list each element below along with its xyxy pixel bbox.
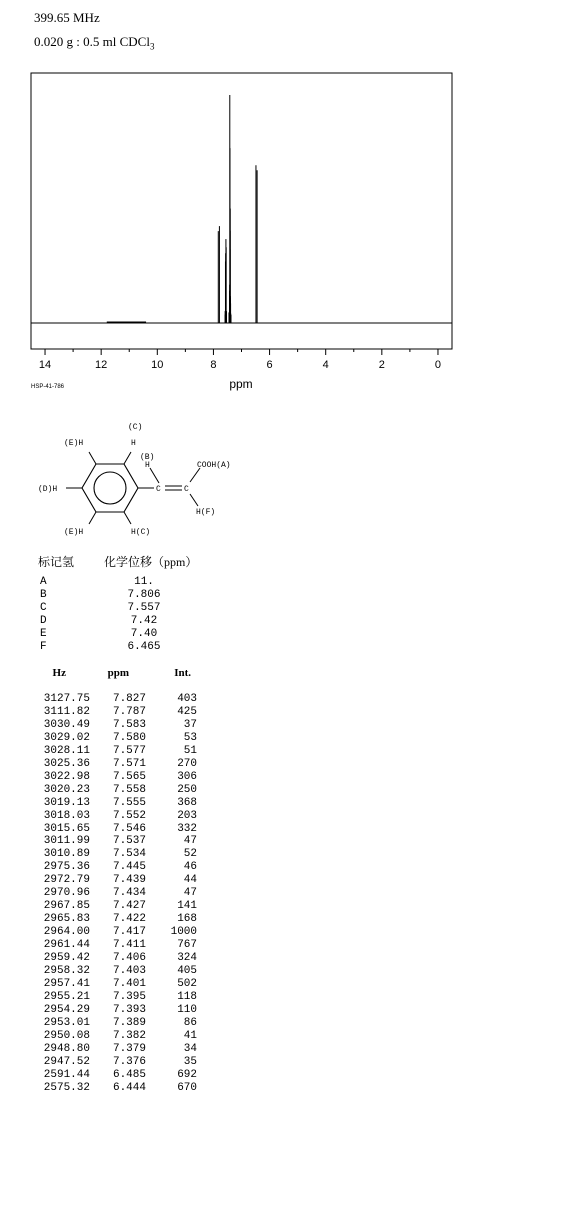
label-f: H(F) [196,508,216,517]
bond-ring-bottom-left [89,512,96,524]
peak-hz: 2953.01 [43,1016,90,1029]
shift-label: D [40,615,47,627]
peak-ppm: 7.552 [112,809,146,822]
peak-intensity: 110 [177,1003,197,1016]
peak-intensity: 47 [183,835,197,848]
shift-row [40,576,184,589]
peak-hz: 2970.96 [43,887,90,900]
peak-hz: 2967.85 [43,900,90,913]
label-c-top: (C) [128,423,143,432]
peak-intensity: 86 [183,1016,197,1029]
shift-value: 7.42 [130,615,158,627]
peak-hz: 3020.23 [43,783,90,796]
peak-ppm: 7.393 [112,1003,146,1016]
table-row [38,835,197,848]
shift-row [40,602,184,615]
table-row [38,848,197,861]
table-row [38,719,197,732]
peak-ppm: 7.439 [112,874,146,887]
peak-ppm: 7.555 [112,796,146,809]
table-row [38,771,197,784]
shift-label: A [40,576,47,588]
peak-intensity: 425 [177,705,197,718]
peak-intensity: 51 [183,744,197,757]
peak-intensity: 35 [183,1055,197,1068]
peak-ppm: 7.427 [112,900,146,913]
label-cooh: COOH(A) [197,461,231,470]
peak-hz: 2950.08 [43,1029,90,1042]
peak-hz: 2948.80 [43,1042,90,1055]
x-tick-label: 10 [151,359,164,371]
peak-ppm: 7.406 [112,952,146,965]
bond-ring-bottom-right [124,512,131,524]
peak-hz: 3127.75 [43,693,90,705]
peak-ppm: 7.382 [112,1029,146,1042]
peak-hz: 2947.52 [43,1055,90,1068]
bond-ring-top-right [124,452,131,464]
header-int: Int. [174,667,191,679]
x-tick-label: 2 [378,359,385,371]
x-tick-label: 12 [95,359,108,371]
peak-intensity: 118 [177,990,197,1003]
peak-hz: 2957.41 [43,977,90,990]
peak-hz: 3019.13 [43,796,90,809]
peak-hz: 3018.03 [43,809,90,822]
table-row [38,952,197,965]
label-b-h: H [145,461,150,470]
peak-hz: 2591.44 [43,1068,90,1081]
peak-hz: 3015.65 [43,822,90,835]
table-row [38,693,197,706]
shift-label: C [40,602,47,614]
concentration-subscript: 3 [149,41,155,52]
peak-hz: 3028.11 [43,744,90,757]
table-row [38,797,197,810]
peak-ppm: 7.537 [112,835,146,848]
shift-table-header [38,553,197,570]
x-tick-label: 8 [210,359,217,371]
peak-intensity: 168 [177,913,197,926]
shift-value: 7.806 [127,589,161,601]
table-row [38,1030,197,1043]
peak-ppm: 7.401 [112,977,146,990]
shift-label: F [40,641,47,653]
shift-value: 7.557 [127,602,161,614]
peak-intensity: 37 [183,718,197,731]
peak-intensity: 41 [183,1029,197,1042]
table-row [38,745,197,758]
peak-hz: 2954.29 [43,1003,90,1016]
peak-ppm: 6.444 [112,1081,146,1094]
header-shift: 化学位移（ppm） [104,555,198,569]
table-row [38,913,197,926]
shift-row [40,615,184,628]
label-c1: C [156,485,161,494]
header-hz: Hz [52,667,66,679]
peak-hz: 2975.36 [43,861,90,874]
aromatic-circle [94,472,126,504]
peak-hz: 3030.49 [43,718,90,731]
peak-ppm: 7.558 [112,783,146,796]
peak-intensity: 203 [177,809,197,822]
x-tick-label: 6 [266,359,273,371]
peak-intensity: 52 [183,848,197,861]
peak-ppm: 7.411 [112,939,146,952]
peak-intensity: 47 [183,887,197,900]
peak-ppm: 7.583 [112,718,146,731]
peak-ppm: 7.827 [112,693,146,705]
shift-row [40,641,184,654]
peak-ppm: 7.376 [112,1055,146,1068]
peak-intensity: 324 [177,952,197,965]
concentration-text: 0.020 g : 0.5 ml CDCl [34,34,150,49]
label-e-bottom: (E)H [64,528,84,537]
peak-hz: 2575.32 [43,1081,90,1094]
peak-hz: 2965.83 [43,913,90,926]
table-row [38,823,197,836]
table-row [38,861,197,874]
x-tick-label: 0 [434,359,442,371]
peak-intensity: 34 [183,1042,197,1055]
x-tick-label: 14 [38,359,52,371]
peak-hz: 2972.79 [43,874,90,887]
shift-table [40,576,184,654]
table-row [38,784,197,797]
bond-c1-to-hb [150,468,159,483]
shift-row [40,628,184,641]
peak-intensity: 332 [177,822,197,835]
peak-hz: 3010.89 [43,848,90,861]
peak-intensity: 141 [177,900,197,913]
label-c-bottom: H(C) [131,528,151,537]
peak-hz: 3111.82 [43,705,90,718]
peak-hz: 3011.99 [43,835,90,848]
label-h-top: H [131,439,136,448]
peak-intensity: 250 [177,783,197,796]
peak-hz: 3022.98 [43,770,90,783]
shift-value: 11. [134,576,154,588]
shift-value: 6.465 [127,641,161,653]
header-ppm: ppm [107,667,129,679]
shift-label: B [40,589,47,601]
peak-hz: 2958.32 [43,965,90,978]
table-row [38,1017,197,1030]
peak-hz: 2961.44 [43,939,90,952]
plot-frame [31,73,452,349]
shift-row [40,589,184,602]
peak-ppm: 7.571 [112,757,146,770]
peak-intensity: 46 [183,861,197,874]
label-d: (D)H [38,485,58,494]
table-row [38,1043,197,1056]
peak-intensity: 306 [177,770,197,783]
table-row [38,732,197,745]
peak-ppm: 7.434 [112,887,146,900]
header-label: 标记氢 [38,555,75,569]
table-row [38,810,197,823]
peak-hz: 3029.02 [43,731,90,744]
peak-ppm: 7.403 [112,965,146,978]
peak-ppm: 7.389 [112,1016,146,1029]
table-row [38,1069,197,1082]
label-b: (B) [140,453,155,462]
benzene-ring [82,464,138,512]
peak-intensity: 403 [177,693,197,705]
peak-ppm: 6.485 [112,1068,146,1081]
peak-ppm: 7.534 [112,848,146,861]
peak-hz: 2959.42 [43,952,90,965]
table-row [38,874,197,887]
peak-intensity: 368 [177,796,197,809]
table-row [38,900,197,913]
shift-label: E [40,628,47,640]
peak-intensity: 53 [183,731,197,744]
peak-intensity: 405 [177,965,197,978]
spectrometer-frequency: 399.65 MHz [34,10,100,25]
peak-ppm: 7.546 [112,822,146,835]
table-row [38,939,197,952]
nmr-spectrum-chart [0,60,470,400]
table-row [38,965,197,978]
table-row [38,1082,197,1095]
peak-table [38,693,197,1095]
peak-hz: 2955.21 [43,990,90,1003]
peak-intensity: 502 [177,977,197,990]
label-c2: C [184,485,189,494]
x-axis-label: ppm [229,377,253,391]
sample-code: HSP-41-786 [31,384,65,390]
peak-ppm: 7.565 [112,770,146,783]
peak-intensity: 767 [177,939,197,952]
table-row [38,991,197,1004]
shift-value: 7.40 [130,628,158,640]
peak-ppm: 7.379 [112,1042,146,1055]
peak-hz: 2964.00 [43,926,90,939]
peak-hz: 3025.36 [43,757,90,770]
bond-c2-to-hf [190,494,198,506]
peak-table-header [40,667,191,679]
peak-ppm: 7.577 [112,744,146,757]
peak-intensity: 44 [183,874,197,887]
table-row [38,706,197,719]
peak-ppm: 7.787 [112,705,146,718]
peak-intensity: 670 [177,1081,197,1094]
peak-ppm: 7.580 [112,731,146,744]
table-row [38,887,197,900]
peak-intensity: 692 [177,1068,197,1081]
peak-ppm: 7.417 [112,926,146,939]
table-row [38,926,197,939]
table-row [38,978,197,991]
peak-intensity: 270 [177,757,197,770]
bond-ring-top-left [89,452,96,464]
table-row [38,1004,197,1017]
molecule-structure [30,418,270,543]
table-row [38,1056,197,1069]
peak-ppm: 7.422 [112,913,146,926]
label-e-top: (E)H [64,439,84,448]
table-row [38,758,197,771]
sample-concentration [34,34,154,52]
x-tick-label: 4 [322,359,329,371]
peak-ppm: 7.395 [112,990,146,1003]
bond-c2-to-cooh [190,468,200,482]
peak-ppm: 7.445 [112,861,146,874]
peak-intensity: 1000 [170,926,197,939]
